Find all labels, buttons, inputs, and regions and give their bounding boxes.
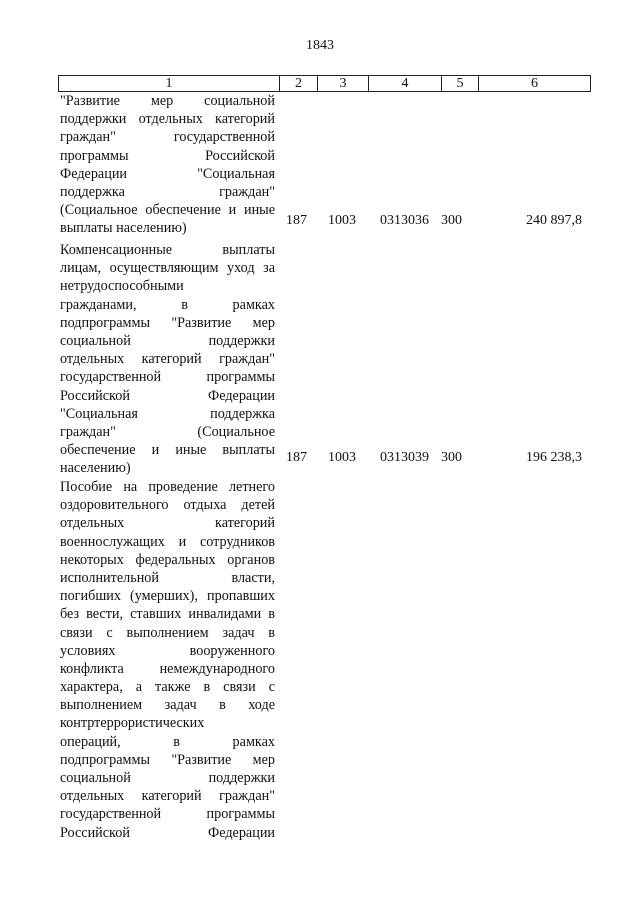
row-3-line: Пособие на проведение летнего	[60, 479, 275, 495]
row-3-line: отдельных категорий граждан"	[60, 788, 275, 805]
row-2-line: "Социальная поддержка	[60, 405, 275, 422]
row-3-line: погибших (умерших), пропавших	[60, 588, 275, 605]
row-3-line: исполнительной власти,	[60, 569, 275, 586]
row-3-line: оздоровительного отдыха детей	[60, 497, 275, 514]
row-2-col-3: 1003	[328, 450, 356, 465]
row-1-col-3: 1003	[328, 213, 356, 228]
column-header-4: 4	[369, 76, 442, 92]
row-3-line: военнослужащих и сотрудников	[60, 533, 275, 550]
row-2-line: населению)	[60, 460, 131, 477]
row-2-line: нетрудоспособными	[60, 278, 184, 295]
row-3-line: Российской Федерации	[60, 824, 275, 841]
row-3-line: без вести, ставших инвалидами в	[60, 606, 275, 623]
row-3-line: характера, а также в связи с	[60, 679, 275, 696]
row-3-line: некоторых федеральных органов	[60, 551, 275, 568]
column-header-row	[59, 76, 591, 92]
row-2-line: социальной поддержки	[60, 332, 275, 349]
row-2-line: государственной программы	[60, 369, 275, 386]
row-1-col-6: 240 897,8	[526, 213, 582, 228]
row-1-line: поддержка граждан"	[60, 183, 275, 200]
row-2-description	[60, 241, 275, 477]
row-3-line: выполнением задач в ходе	[60, 697, 275, 714]
row-2-line: подпрограммы "Развитие мер	[60, 314, 275, 331]
row-2-line: граждан" (Социальное	[60, 423, 275, 440]
row-2-line: отдельных категорий граждан"	[60, 351, 275, 368]
row-3-line: подпрограммы "Развитие мер	[60, 751, 275, 768]
row-1-line: "Развитие мер социальной	[60, 93, 275, 109]
row-3-line: государственной программы	[60, 806, 275, 823]
row-3-line: контртеррористических	[60, 715, 205, 732]
row-2-line: обеспечение и иные выплаты	[60, 442, 275, 459]
row-2-col-4: 0313039	[380, 450, 429, 465]
row-1-line: (Социальное обеспечение и иные	[60, 202, 275, 219]
row-1-description	[60, 92, 275, 238]
row-1-line: поддержки отдельных категорий	[60, 111, 275, 128]
row-1-line: выплаты населению)	[60, 220, 187, 237]
row-1-line: граждан" государственной	[60, 129, 275, 146]
column-header-2: 2	[280, 76, 318, 92]
row-2-col-2: 187	[286, 450, 307, 465]
row-3-description	[60, 478, 275, 842]
row-2-col-5: 300	[441, 450, 462, 465]
row-1-line: Федерации "Социальная	[60, 165, 275, 182]
column-header-table	[58, 75, 591, 92]
page-number: 1843	[306, 38, 334, 53]
row-3-line: социальной поддержки	[60, 770, 275, 786]
row-3-line: операций, в рамках	[60, 733, 275, 750]
row-2-line: Российской Федерации	[60, 387, 275, 404]
row-1-col-4: 0313036	[380, 213, 429, 228]
column-header-6: 6	[479, 76, 591, 92]
row-1-line: программы Российской	[60, 147, 275, 164]
row-3-line: отдельных категорий	[60, 515, 275, 532]
row-3-line: условиях вооруженного	[60, 642, 275, 659]
row-2-line: Компенсационные выплаты	[60, 242, 275, 258]
row-1-col-5: 300	[441, 213, 462, 228]
row-3-line: конфликта немеждународного	[60, 660, 275, 677]
column-header-5: 5	[442, 76, 479, 92]
row-2-line: лицам, осуществляющим уход за	[60, 260, 275, 277]
row-2-col-6: 196 238,3	[526, 450, 582, 465]
row-3-line: связи с выполнением задач в	[60, 624, 275, 641]
row-2-line: гражданами, в рамках	[60, 296, 275, 313]
row-1-col-2: 187	[286, 213, 307, 228]
column-header-3: 3	[318, 76, 369, 92]
column-header-1: 1	[59, 76, 280, 92]
